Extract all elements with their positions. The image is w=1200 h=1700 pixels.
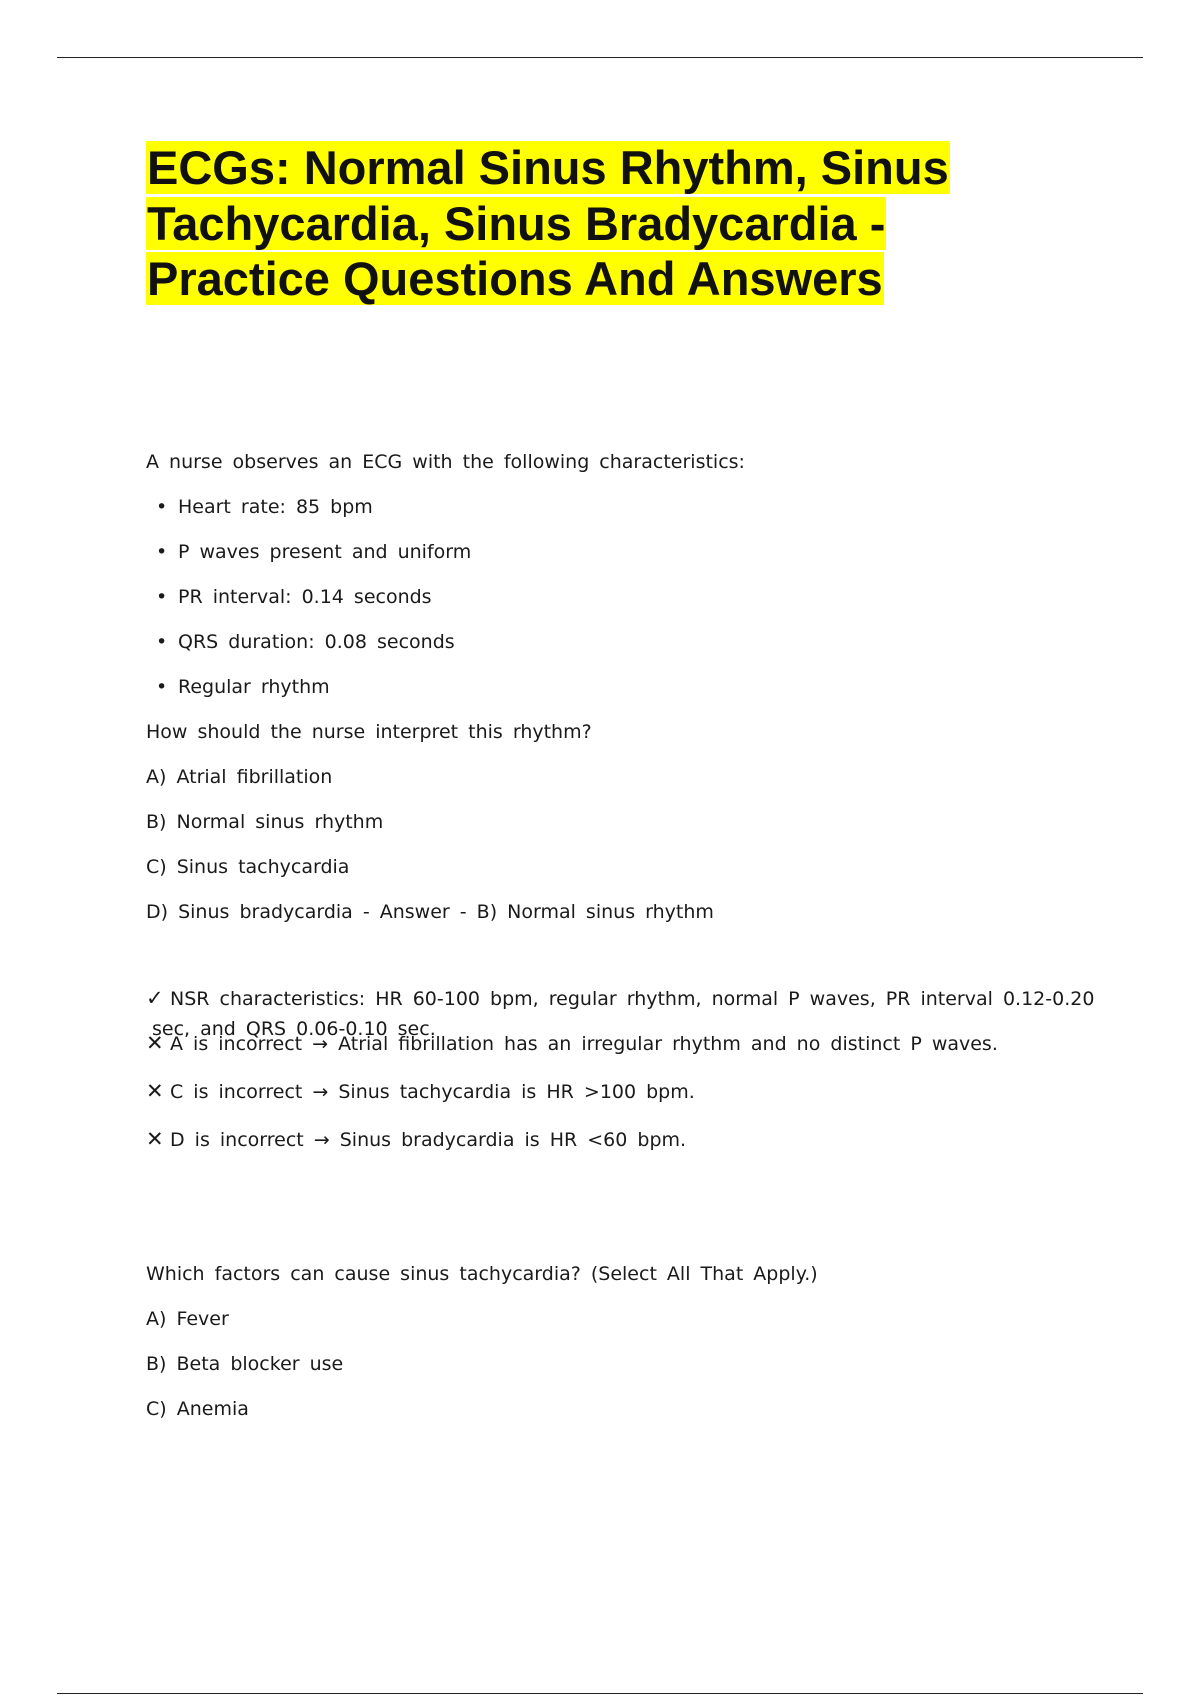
question-1 bbox=[146, 450, 1095, 1175]
option-d-with-answer: D) Sinus bradycardia - Answer - B) Normal sinus rhythm bbox=[146, 901, 714, 923]
incorrect-d: ✕ D is incorrect → Sinus bradycardia is HR <60 bpm. bbox=[146, 1127, 687, 1151]
cross-icon: ✕ bbox=[146, 1079, 164, 1103]
bullet-icon: • bbox=[156, 496, 168, 518]
title-line-3: Practice Questions And Answers bbox=[147, 252, 883, 305]
option-c: C) Anemia bbox=[146, 1398, 249, 1420]
characteristics-list bbox=[146, 495, 1076, 720]
incorrect-a: ✕ A is incorrect → Atrial fibrillation has an irregular rhythm and no distinct P waves. bbox=[146, 1031, 998, 1055]
title-line-2: Tachycardia, Sinus Bradycardia - bbox=[147, 196, 886, 250]
cross-icon: ✕ bbox=[146, 1127, 164, 1151]
option-b: B) Beta blocker use bbox=[146, 1353, 344, 1375]
list-item: • Heart rate: 85 bpm bbox=[156, 496, 373, 518]
cross-icon: ✕ bbox=[146, 1031, 164, 1055]
list-item: • Regular rhythm bbox=[156, 676, 330, 698]
nsr-explanation: ✓ NSR characteristics: HR 60-100 bpm, regular rhythm, normal P waves, PR interval 0.12-0.20 sec, and QRS 0.06-0.10 sec. bbox=[146, 983, 1076, 1031]
document-title bbox=[146, 140, 1046, 307]
top-rule bbox=[57, 57, 1143, 58]
option-a: A) Atrial fibrillation bbox=[146, 766, 333, 788]
list-item: • P waves present and uniform bbox=[156, 541, 472, 563]
bullet-icon: • bbox=[156, 541, 168, 563]
list-item: • QRS duration: 0.08 seconds bbox=[156, 631, 455, 653]
option-a: A) Fever bbox=[146, 1308, 229, 1330]
title-line-1: ECGs: Normal Sinus Rhythm, Sinus bbox=[147, 141, 949, 194]
check-icon: ✓ bbox=[146, 986, 164, 1010]
question-1-stem: A nurse observes an ECG with the following characteristics: bbox=[146, 451, 745, 473]
question-2 bbox=[146, 1262, 1076, 1442]
option-b: B) Normal sinus rhythm bbox=[146, 811, 384, 833]
bullet-icon: • bbox=[156, 586, 168, 608]
option-c: C) Sinus tachycardia bbox=[146, 856, 350, 878]
question-1-prompt: How should the nurse interpret this rhythm? bbox=[146, 721, 592, 743]
incorrect-c: ✕ C is incorrect → Sinus tachycardia is HR >100 bpm. bbox=[146, 1079, 695, 1103]
bottom-rule bbox=[57, 1693, 1143, 1694]
bullet-icon: • bbox=[156, 676, 168, 698]
question-2-stem: Which factors can cause sinus tachycardia? (Select All That Apply.) bbox=[146, 1263, 818, 1285]
bullet-icon: • bbox=[156, 631, 168, 653]
list-item: • PR interval: 0.14 seconds bbox=[156, 586, 432, 608]
answer-explanation bbox=[146, 983, 1095, 1175]
